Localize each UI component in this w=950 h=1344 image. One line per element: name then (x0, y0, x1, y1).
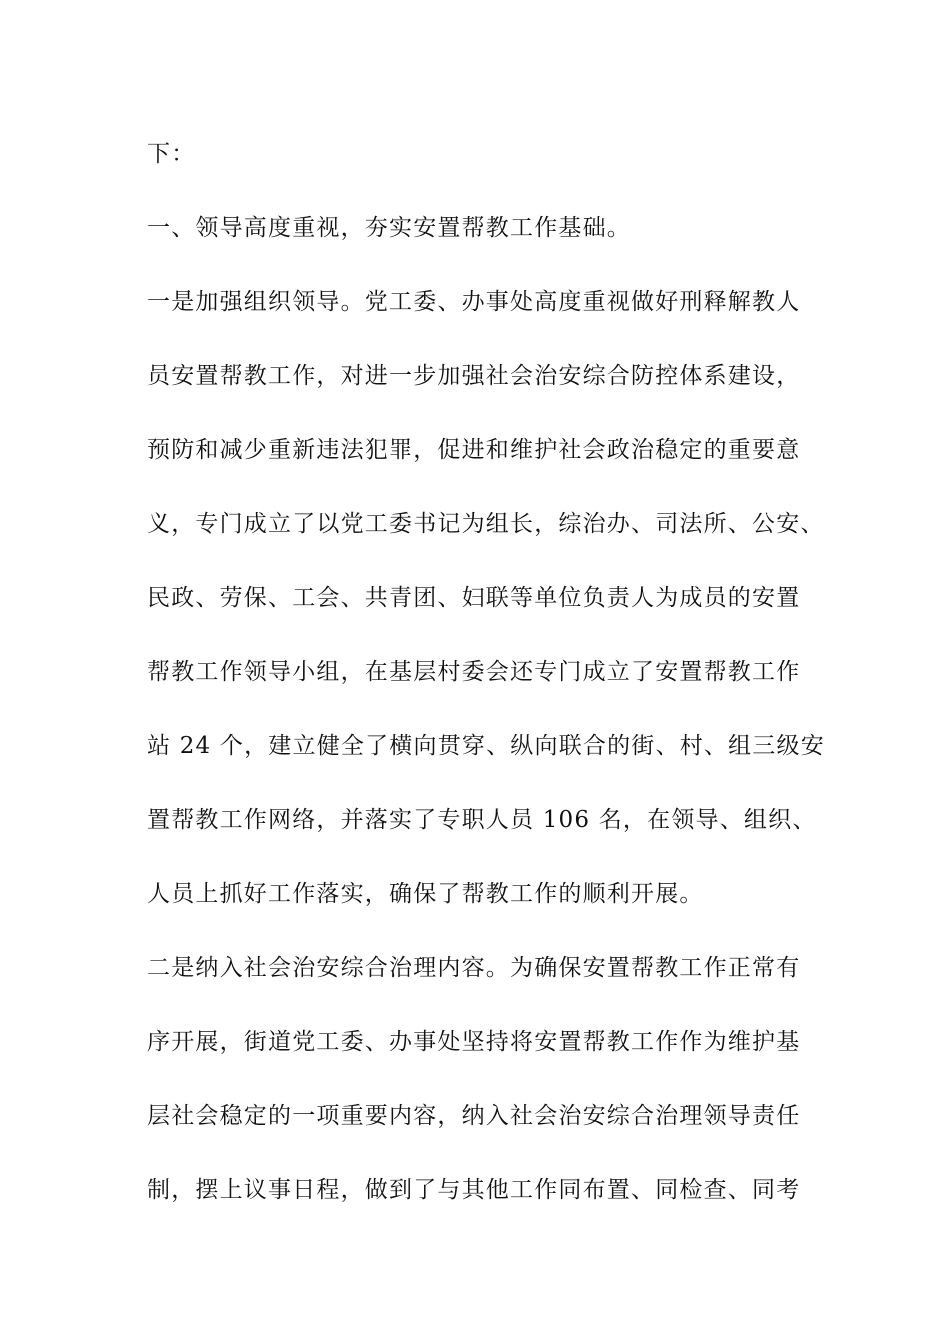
document-body (147, 134, 837, 1244)
text-line-5: 预防和减少重新违法犯罪，促进和维护社会政治稳定的重要意 (147, 437, 801, 463)
text-line-14: 层社会稳定的一项重要内容，纳入社会治安综合治理领导责任 (147, 1103, 801, 1129)
text-line-11: 人员上抓好工作落实，确保了帮教工作的顺利开展。 (147, 881, 704, 907)
text-line-8: 帮教工作领导小组，在基层村委会还专门成立了安置帮教工作 (147, 659, 801, 685)
section-heading: 一、领导高度重视，夯实安置帮教工作基础。 (147, 215, 631, 241)
text-line-12: 二是纳入社会治安综合治理内容。为确保安置帮教工作正常有 (147, 955, 801, 981)
text-line-13: 序开展，街道党工委、办事处坚持将安置帮教工作作为维护基 (147, 1029, 801, 1055)
text-line-10: 置帮教工作网络，并落实了专职人员 106 名，在领导、组织、 (147, 807, 817, 833)
text-line-15: 制，摆上议事日程，做到了与其他工作同布置、同检查、同考 (147, 1177, 801, 1203)
text-line-6: 义，专门成立了以党工委书记为组长，综治办、司法所、公安、 (147, 511, 825, 537)
text-line-1: 下： (147, 141, 196, 167)
text-line-4: 员安置帮教工作，对进一步加强社会治安综合防控体系建设， (147, 363, 801, 389)
text-line-7: 民政、劳保、工会、共青团、妇联等单位负责人为成员的安置 (147, 585, 801, 611)
text-line-9: 站 24 个，建立健全了横向贯穿、纵向联合的街、村、组三级安 (147, 733, 825, 759)
text-line-3: 一是加强组织领导。党工委、办事处高度重视做好刑释解教人 (147, 289, 801, 315)
